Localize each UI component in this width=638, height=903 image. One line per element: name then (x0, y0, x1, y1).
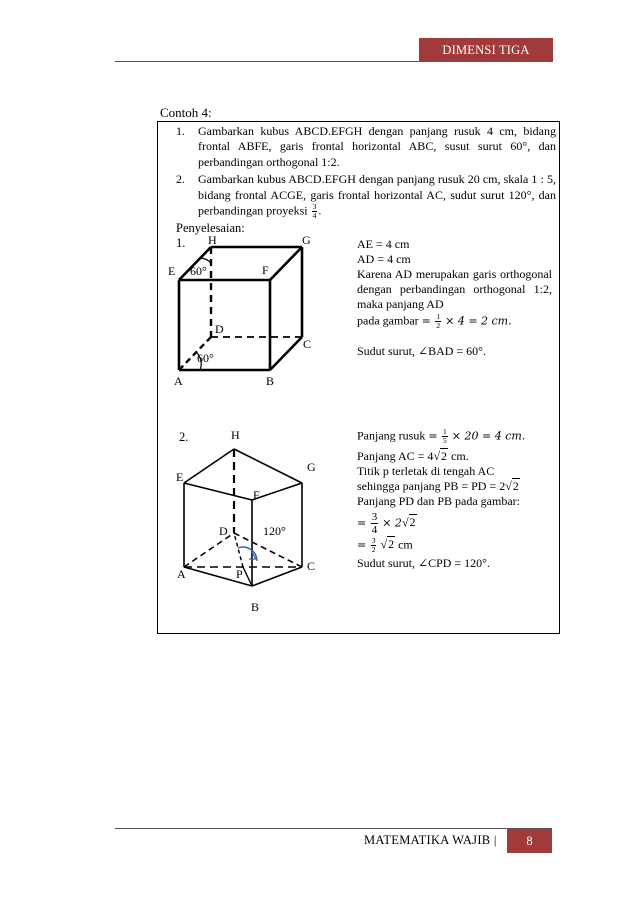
vertex-label-a2: A (177, 567, 186, 581)
pb-root: 2 (512, 479, 519, 493)
pb-pd-label: sehingga panjang PB = PD = 2 (357, 479, 506, 493)
fraction-denominator: 2 (371, 545, 376, 554)
vertex-label-d1: D (215, 322, 224, 336)
fraction-denominator: 5 (443, 436, 447, 445)
vertex-label-g2: G (307, 460, 316, 474)
calc-root-1: 2 (409, 515, 416, 530)
pd-pb-drawing-text: Panjang PD dan PB pada gambar: (357, 494, 520, 508)
problem-text-main: Gambarkan kubus ABCD.EFGH dengan panjang rusuk 20 cm, skala 1 : 5, bidang frontal ACGE, garis frontal horizontal AC, sudut surut 120°, dan perbandingan proyeksi (198, 172, 556, 218)
solution-heading: Penyelesaian: (176, 221, 245, 235)
ad-length: AD = 4 cm (357, 252, 411, 266)
angle-label-120: 120° (263, 524, 286, 538)
fraction-numerator: 3 (371, 536, 376, 545)
angle-label-top: 60° (190, 264, 207, 278)
equals-sign: = (357, 516, 370, 530)
angle-cpd: Sudut surut, ∠CPD = 120°. (357, 556, 490, 570)
ad-explanation: Karena AD merupakan garis orthogonal dengan perbandingan orthogonal 1:2, maka panjang AD (357, 267, 552, 311)
problem-number: 1. (176, 124, 185, 138)
calc-line-1: = $\frac{3}{4}$ × 2√2 (357, 511, 416, 536)
ac-unit: cm. (451, 449, 469, 463)
vertex-label-g1: G (302, 233, 311, 247)
ad-on-drawing-result: × 4 = 2 cm. (445, 314, 512, 328)
vertex-label-f1: F (262, 263, 269, 277)
calc-fraction-2 (371, 537, 377, 554)
edge-length-label: Panjang rusuk (357, 428, 426, 443)
fraction-numerator: 1 (443, 427, 447, 436)
calc-line-2: = $\frac{3}{2}$ √2 cm (357, 536, 413, 554)
problem-text-end: . (318, 203, 322, 218)
calc-times: × 2 (382, 516, 402, 530)
equals-sign: = (428, 429, 442, 443)
ac-length-line: Panjang AC = 4√2 cm. (357, 449, 469, 463)
edge-bc (252, 567, 302, 586)
vertex-label-c1: C (303, 337, 312, 351)
segment-pd (234, 533, 243, 567)
vertex-label-d2: D (219, 524, 228, 538)
vertex-label-h2: H (231, 428, 240, 442)
footer-subject: MATEMATIKA WAJIB | (364, 833, 497, 847)
ac-length-label: Panjang AC = 4 (357, 449, 434, 463)
vertex-label-e1: E (168, 264, 176, 278)
pb-pd-line: sehingga panjang PB = PD = 2√2 (357, 479, 519, 493)
midpoint-text: Titik p terletak di tengah AC (357, 464, 495, 478)
fraction-denominator: 2 (436, 321, 441, 330)
calc-fraction-1 (371, 511, 379, 536)
fraction-denominator: 4 (312, 211, 317, 221)
scale-fraction (442, 428, 448, 445)
edge-length-line (357, 428, 552, 445)
vertex-label-p2: P (236, 567, 243, 581)
vertex-label-e2: E (176, 470, 184, 484)
page-number: 8 (507, 829, 552, 853)
fraction-numerator: 3 (371, 511, 378, 523)
problem-text: Gambarkan kubus ABCD.EFGH dengan panjang rusuk 4 cm, bidang frontal ABFE, garis frontal horizontal ABC, susut surut 60°, dan perbandingan orthogonal 1:2. (198, 124, 556, 169)
vertex-label-h1: H (208, 233, 217, 247)
vertex-label-c2: C (307, 559, 316, 573)
edge-length-result: × 20 = 4 cm. (451, 429, 526, 443)
equals-sign: = (357, 538, 370, 552)
header-title: DIMENSI TIGA (419, 38, 553, 62)
vertex-label-a1: A (174, 374, 183, 388)
angle-label-bottom: 60° (197, 351, 214, 365)
figure-1-number: 1. (176, 236, 186, 250)
footer-rule (115, 828, 552, 829)
fraction-numerator: 3 (312, 202, 317, 212)
vertex-label-b1: B (266, 374, 275, 388)
edge-ef (184, 483, 252, 500)
ac-root: 2 (441, 449, 448, 463)
vertex-label-f2: F (253, 488, 260, 502)
equals-sign: = (421, 314, 435, 328)
figure-2-number: 2. (179, 430, 189, 444)
calc-unit: cm (398, 537, 413, 552)
problem-number: 2. (176, 172, 185, 187)
fraction-numerator: 1 (436, 312, 441, 321)
edge-eh (184, 449, 234, 483)
edge-hg (234, 449, 302, 483)
ad-on-drawing-label: pada gambar (357, 313, 419, 328)
angle-bad: Sudut surut, ∠BAD = 60°. (357, 344, 486, 358)
solution-2-info (357, 428, 552, 571)
example-title: Contoh 4: (160, 105, 212, 120)
ae-length: AE = 4 cm (357, 237, 410, 251)
calc-root-2: 2 (388, 537, 395, 552)
vertex-label-b2: B (251, 600, 260, 614)
fraction-denominator: 4 (371, 524, 378, 536)
